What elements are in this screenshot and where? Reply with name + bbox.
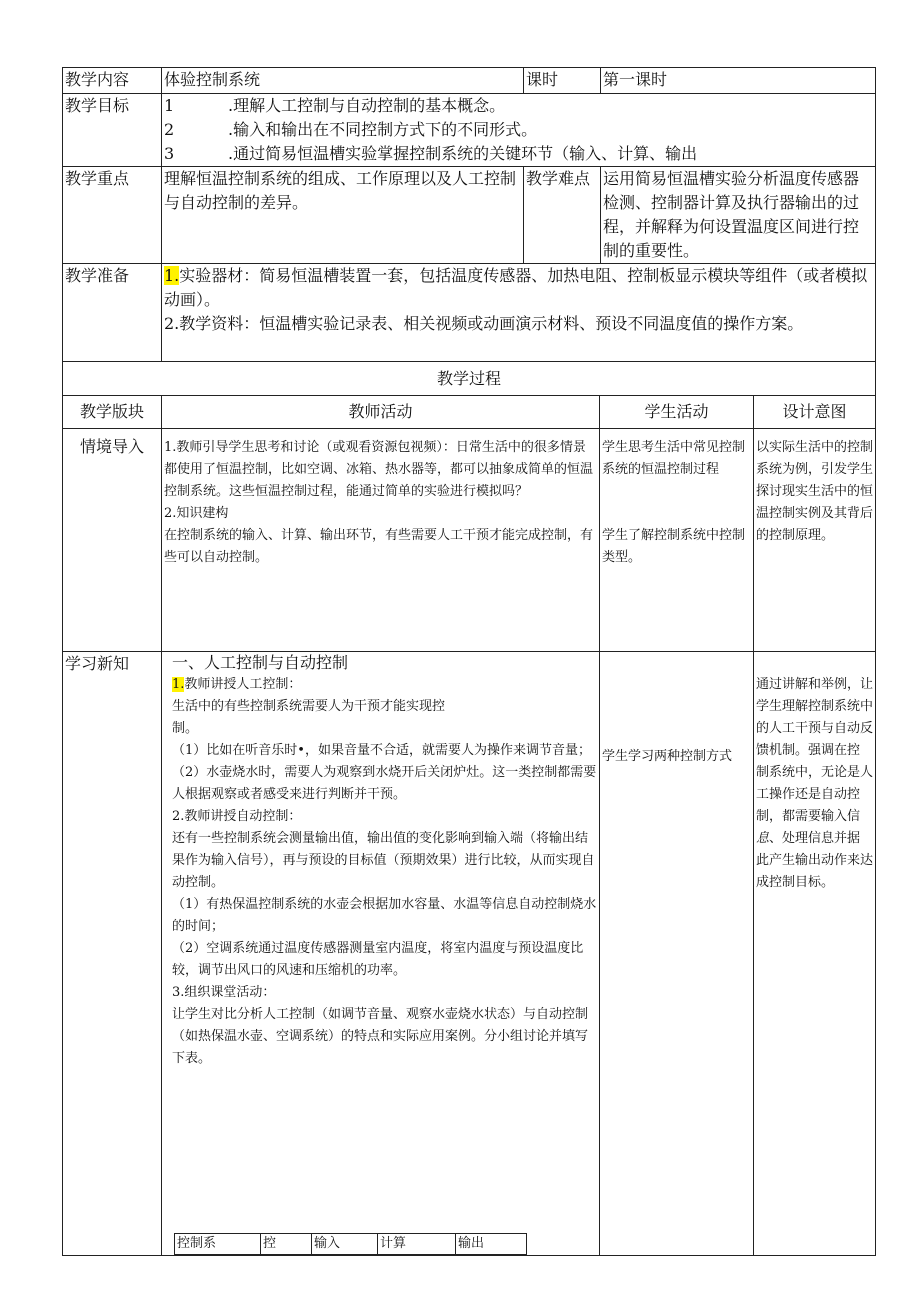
intro-design: 以实际生活中的控制系统为例，引发学生探讨现实生活中的恒温控制实例及其背后的控制原理。 bbox=[754, 428, 876, 651]
col-teacher: 教师活动 bbox=[162, 396, 600, 428]
newknow-label: 学习新知 bbox=[63, 651, 162, 1255]
difficulty-label: 教学难点 bbox=[524, 167, 601, 264]
col-section: 教学版块 bbox=[63, 396, 162, 428]
newknow-student: 学生学习两种控制方式 bbox=[600, 651, 754, 1255]
prep-item-1: 1.实验器材：简易恒温槽装置一套，包括温度传感器、加热电阻、控制板显示模块等组件（或者模拟动画）。 bbox=[164, 266, 868, 309]
goals-cell bbox=[162, 94, 876, 167]
comparison-header: 控制系 bbox=[175, 1233, 261, 1254]
lesson-value: 第一课时 bbox=[601, 68, 876, 94]
lesson-info-table bbox=[62, 67, 876, 396]
goal-item: 2 .输入和输出在不同控制方式下的不同形式。 bbox=[164, 120, 538, 139]
goal-item: 3 .通过简易恒温槽实验掌握控制系统的关键环节（输入、计算、输出 bbox=[164, 144, 698, 163]
newknow-body: 1.教师讲授人工控制： 生活中的有些控制系统需要人为干预才能实现控 制。 （1）比如在听音乐时•，如果音量不合适，就需要人为操作来调节音量； （2）水壶烧水时，需要人为观察到水烧开后关闭炉灶。这一类控制都需要人根据观察或者感受来进行判断并干预。 2.教师讲授自动控制： 还有一些控制系统会测量输出值，输出值的变化影响到输入端（将输出结果作为输入信号），再与预设的目标值（预期效果）进行比较，从而实现自动控制。 （1）有热保温控制系统的水壶会根据加水容量、水温等信息自动控制烧水的时间； （2）空调系统通过温度传感器测量室内温度，将室内温度与预设温度比较，调节出风口的风速和压缩机的功率。 3.组织课堂活动： 让学生对比分析人工控制（如调节音量、观察水壶烧水状态）与自动控制（如热保温水壶、空调系统）的特点和实际应用案例。分小组讨论并填写下表。 bbox=[172, 676, 597, 1066]
intro-teacher: 1.教师引导学生思考和讨论（或观看资源包视频）：日常生活中的很多情景都使用了恒温控制，比如空调、冰箱、热水器等，都可以抽象成简单的恒温控制系统。这些恒温控制过程，能通过简单的实验进行模拟吗？ 2.知识建构 在控制系统的输入、计算、输出环节，有些需要人工干预才能完成控制，有些可以自动控制。 bbox=[162, 428, 600, 651]
goals-label: 教学目标 bbox=[63, 94, 162, 167]
col-student: 学生活动 bbox=[600, 396, 754, 428]
comparison-header: 输入 bbox=[312, 1233, 378, 1254]
comparison-header: 输出 bbox=[456, 1233, 527, 1254]
lesson-label: 课时 bbox=[524, 68, 601, 94]
process-table bbox=[62, 396, 876, 1256]
focus-label: 教学重点 bbox=[63, 167, 162, 264]
focus-text: 理解恒温控制系统的组成、工作原理以及人工控制与自动控制的差异。 bbox=[162, 167, 524, 264]
process-title: 教学过程 bbox=[63, 362, 876, 396]
newknow-design: 通过讲解和举例，让学生理解控制系统中的人工干预与自动反馈机制。强调在控制系统中，无论是人工操作还是自动控制，都需要输入信息、处理信息并据此产生输出动作来达成控制目标。 bbox=[754, 651, 876, 1255]
col-design: 设计意图 bbox=[754, 396, 876, 428]
content-label: 教学内容 bbox=[63, 68, 162, 94]
difficulty-text: 运用简易恒温槽实验分析温度传感器检测、控制器计算及执行器输出的过程，并解释为何设置温度区间进行控制的重要性。 bbox=[601, 167, 876, 264]
intro-student: 学生思考生活中常见控制系统的恒温控制过程 学生了解控制系统中控制类型。 bbox=[600, 428, 754, 651]
goal-item: 1 .理解人工控制与自动控制的基本概念。 bbox=[164, 96, 506, 115]
newknow-teacher bbox=[162, 651, 600, 1255]
newknow-heading: 一、人工控制与自动控制 bbox=[172, 652, 349, 672]
comparison-header: 控 bbox=[261, 1233, 312, 1254]
comparison-table bbox=[174, 1233, 527, 1255]
content-value: 体验控制系统 bbox=[162, 68, 524, 94]
comparison-header: 计算 bbox=[378, 1233, 456, 1254]
intro-label: 情境导入 bbox=[63, 428, 162, 651]
prep-label: 教学准备 bbox=[63, 264, 162, 362]
prep-item-2: 2.教学资料：恒温槽实验记录表、相关视频或动画演示材料、预设不同温度值的操作方案。 bbox=[164, 314, 804, 333]
lesson-plan bbox=[62, 67, 875, 1256]
prep-cell bbox=[162, 264, 876, 362]
